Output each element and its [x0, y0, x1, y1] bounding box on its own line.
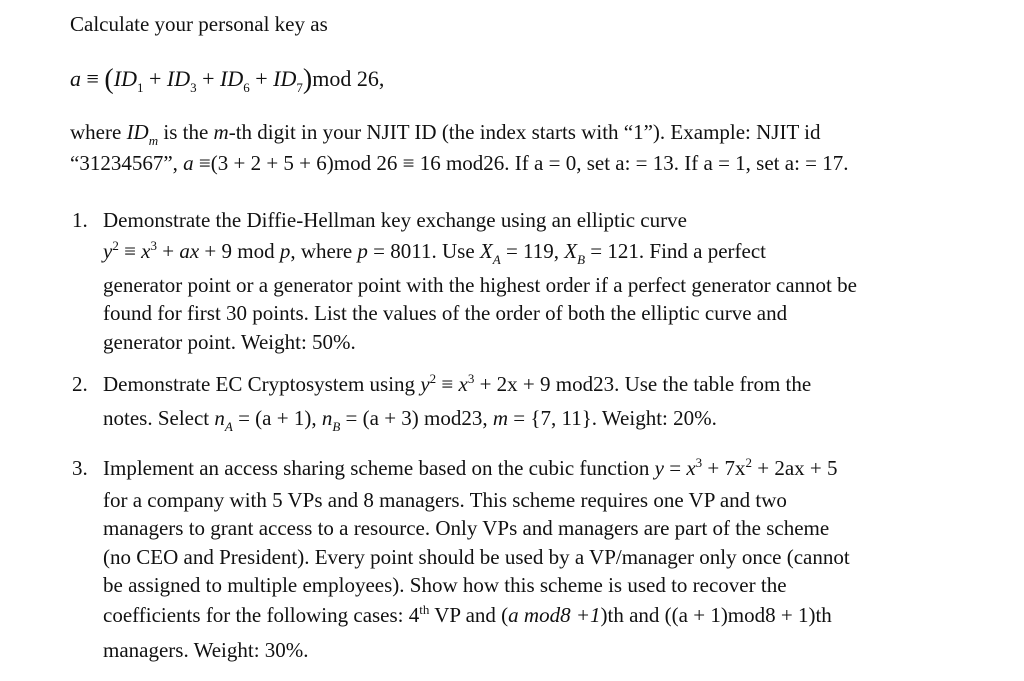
- q1-line4: found for first 30 points. List the values of the order of both the elliptic curve and: [103, 301, 788, 325]
- q1-line2: $y^2 \equiv x^3$ + ax + 9 mod p, where p = 8011. Use $X_A = 119$, $X_B = 121$. Find a perfect: [103, 238, 767, 267]
- q2-number: 2.: [72, 372, 88, 396]
- intro-calc-text: Calculate your personal key as: [70, 12, 328, 36]
- q1-line1: Demonstrate the Diffie-Hellman key exchange using an elliptic curve: [103, 208, 687, 232]
- q3-line4: (no CEO and President). Every point should be used by a VP/manager only once (cannot: [103, 545, 850, 569]
- q3-number: 3.: [72, 456, 88, 480]
- intro-example-line: “31234567”, a ≡(3 + 2 + 5 + 6)mod 26 ≡ 16 mod26. If a = 0, set a: = 13. If a = 1, set a: = 17.: [70, 151, 849, 175]
- q3-line1: Implement an access sharing scheme based on the cubic function $y = x^3 + 7x^2 + 2ax + 5$: [103, 455, 838, 480]
- personal-key-formula: $a \equiv (ID_1 + ID_3 + ID_6 + ID_7)mod$ 26,: [70, 64, 385, 95]
- q3-line7: managers. Weight: 30%.: [103, 638, 309, 662]
- q3-line2: for a company with 5 VPs and 8 managers. This scheme requires one VP and two: [103, 488, 787, 512]
- q1-line5: generator point. Weight: 50%.: [103, 330, 356, 354]
- q3-line3: managers to grant access to a resource. Only VPs and managers are part of the scheme: [103, 516, 830, 540]
- q2-line1: Demonstrate EC Cryptosystem using $y^2 \equiv x^3 + 2x + 9$ mod23. Use the table from the: [103, 371, 812, 396]
- intro-where-line: where $ID_m$ is the m-th digit in your NJIT ID (the index starts with “1”). Example: NJIT id: [70, 120, 821, 148]
- q3-line6: coefficients for the following cases: 4th VP and (a mod8 +1)th and ((a + 1)mod8 + 1)th: [103, 602, 832, 627]
- q2-line2: notes. Select $n_A = (a + 1)$, $n_B = (a + 3)$ mod23, m = {7, 11}. Weight: 20%.: [103, 406, 717, 434]
- q1-number: 1.: [72, 208, 88, 232]
- q1-line3: generator point or a generator point with the highest order if a perfect generator cannot be: [103, 273, 857, 297]
- q3-line5: be assigned to multiple employees). Show how this scheme is used to recover the: [103, 573, 787, 597]
